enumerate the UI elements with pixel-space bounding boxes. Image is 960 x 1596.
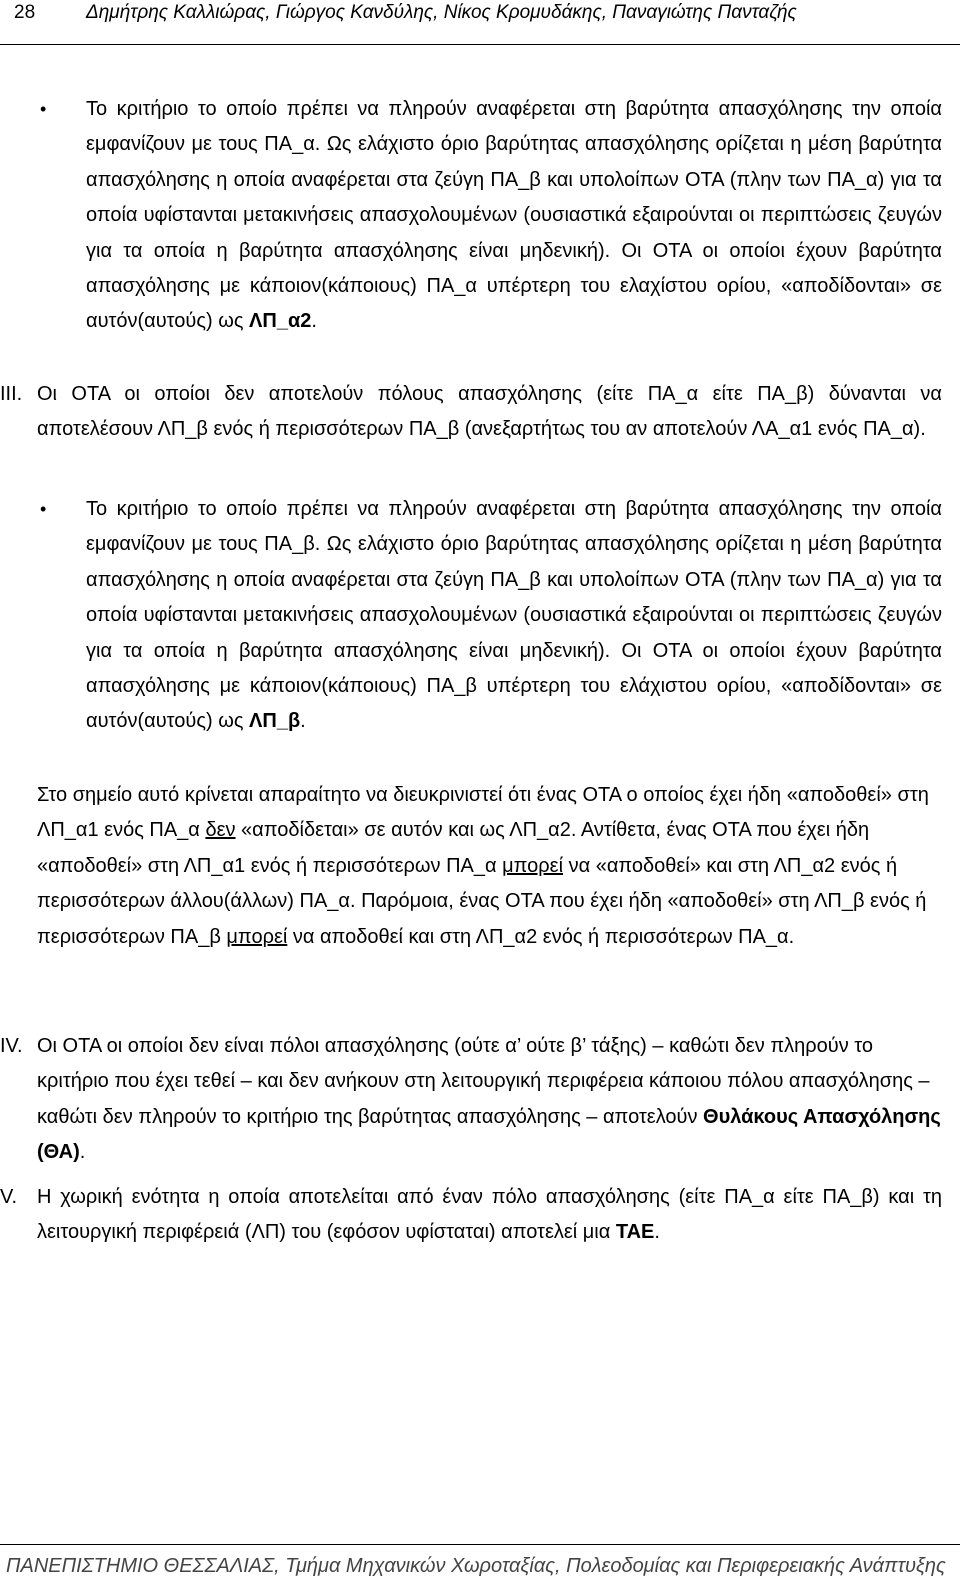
page-header — [0, 0, 960, 45]
item-4-numeral: IV. — [0, 1035, 23, 1057]
clarification-underline-3: μπορεί — [226, 925, 288, 948]
item-5-end: . — [654, 1221, 660, 1244]
clarification-underline-2: μπορεί — [502, 854, 564, 877]
clarification-text-4: να αποδοθεί και στη ΛΠ_α2 ενός ή περισσότερων ΠΑ_α. — [287, 925, 795, 948]
clarification-text-2: «αποδίδεται» σε αυτόν και ως ΛΠ_α2. Αντίθετα, ένας ΟΤΑ που έχει ήδη «αποδοθεί» στη ΛΠ_α1 ενός ή περισσότερων ΠΑ_α — [37, 819, 870, 877]
clarification-paragraph — [37, 778, 942, 955]
item-5-term: ΤΑΕ — [615, 1221, 655, 1244]
clarification-text-3: να «αποδοθεί» και στη ΛΠ_α2 ενός ή περισσότερων άλλου(άλλων) ΠΑ_α. Παρόμοια, ένας ΟΤΑ που έχει ήδη «αποδοθεί» στη ΛΠ_β ενός ή περισσότερων ΠΑ_β — [37, 854, 927, 948]
bullet-marker: • — [40, 499, 47, 519]
item-4-term: Θυλάκους Απασχόλησης (ΘΑ) — [37, 1105, 941, 1164]
item-5-numeral: V. — [0, 1186, 18, 1208]
bullet-paragraph-1 — [86, 92, 942, 340]
item-4-end: . — [79, 1141, 86, 1164]
footer-text: ΠΑΝΕΠΙΣΤΗΜΙΟ ΘΕΣΣΑΛΙΑΣ, Τμήμα Μηχανικών Χωροταξίας, Πολεοδομίας και Περιφερειακής Ανάπτυξης — [6, 1555, 946, 1577]
clarification-underline-1: δεν — [205, 819, 236, 842]
page-number: 28 — [14, 2, 36, 23]
bullet-1-term: ΛΠ_α2 — [249, 310, 312, 333]
bullet-1-text: Το κριτήριο το οποίο πρέπει να πληρούν αναφέρεται στη βαρύτητα απασχόλησης την οποία εμφανίζουν με τους ΠΑ_α. Ως ελάχιστο όριο βαρύτητας απασχόλησης ορίζεται η μέση βαρύτητα απασχόλησης η οποία αναφέρεται στα ζεύγη ΠΑ_β και υπολοίπων ΟΤΑ (πλην των ΠΑ_α) για τα οποία υφίστανται μετακινήσεις απασχολουμένων (ουσιαστικά εξαιρούνται οι περιπτώσεις ζευγών για τα οποία η βαρύτητα απασχόλησης είναι μηδενική). Οι ΟΤΑ οι οποίοι έχουν βαρύτητα απασχόλησης με κάποιον(κάποιους) ΠΑ_α υπέρτερη του ελαχίστου ορίου, «αποδίδονται» σε αυτόν(αυτούς) ως — [86, 98, 942, 333]
bullet-2-term: ΛΠ_β — [249, 710, 301, 733]
page-footer — [0, 1544, 960, 1596]
bullet-2-end: . — [300, 710, 306, 733]
item-3-text: Οι ΟΤΑ οι οποίοι δεν αποτελούν πόλους απασχόλησης (είτε ΠΑ_α είτε ΠΑ_β) δύνανται να αποτελέσουν ΛΠ_β ενός ή περισσότερων ΠΑ_β (ανεξαρτήτως του αν αποτελούν ΛΑ_α1 ενός ΠΑ_α). — [37, 383, 942, 441]
item-3-numeral: III. — [0, 383, 23, 405]
running-title: Δημήτρης Καλλιώρας, Γιώργος Κανδύλης, Νίκος Κρομυδάκης, Παναγιώτης Πανταζής — [86, 2, 797, 23]
item-4-text: Οι ΟΤΑ οι οποίοι δεν είναι πόλοι απασχόλησης (ούτε α’ ούτε β’ τάξης) – καθώτι δεν πληρούν το κριτήριο που έχει τεθεί – και δεν ανήκουν στη λειτουργική περιφέρεια κάποιου πόλου απασχόλησης – καθώτι δεν πληρούν το κριτήριο της βαρύτητας απασχόλησης – αποτελούν — [37, 1035, 930, 1128]
bullet-marker: • — [40, 99, 47, 119]
clarification-text-1: Στο σημείο αυτό κρίνεται απαραίτητο να διευκρινιστεί ότι ένας ΟΤΑ ο οποίος έχει ήδη «αποδοθεί» στη ΛΠ_α1 ενός ΠΑ_α — [37, 784, 929, 842]
item-5-text: Η χωρική ενότητα η οποία αποτελείται από έναν πόλο απασχόλησης (είτε ΠΑ_α είτε ΠΑ_β) και τη λειτουργική περιφέρειά (ΛΠ) του (εφόσον υφίσταται) αποτελεί μια — [37, 1186, 942, 1244]
item-5-paragraph — [37, 1180, 942, 1251]
item-3-paragraph — [37, 377, 942, 448]
bullet-paragraph-2 — [86, 492, 942, 740]
bullet-2-text: Το κριτήριο το οποίο πρέπει να πληρούν αναφέρεται στη βαρύτητα απασχόλησης την οποία εμφανίζουν με τους ΠΑ_β. Ως ελάχιστο όριο βαρύτητας απασχόλησης ορίζεται η μέση βαρύτητα απασχόλησης η οποία αναφέρεται στα ζεύγη ΠΑ_β και υπολοίπων ΟΤΑ (πλην των ΠΑ_α) για τα οποία υφίστανται μετακινήσεις απασχολουμένων (ουσιαστικά εξαιρούνται οι περιπτώσεις ζευγών για τα οποία η βαρύτητα απασχόλησης είναι μηδενική). Οι ΟΤΑ οι οποίοι έχουν βαρύτητα απασχόλησης με κάποιον(κάποιους) ΠΑ_β υπέρτερη του ελάχιστου ορίου, «αποδίδονται» σε αυτόν(αυτούς) ως — [86, 498, 942, 733]
bullet-1-end: . — [311, 310, 317, 333]
item-4-paragraph — [37, 1029, 942, 1171]
